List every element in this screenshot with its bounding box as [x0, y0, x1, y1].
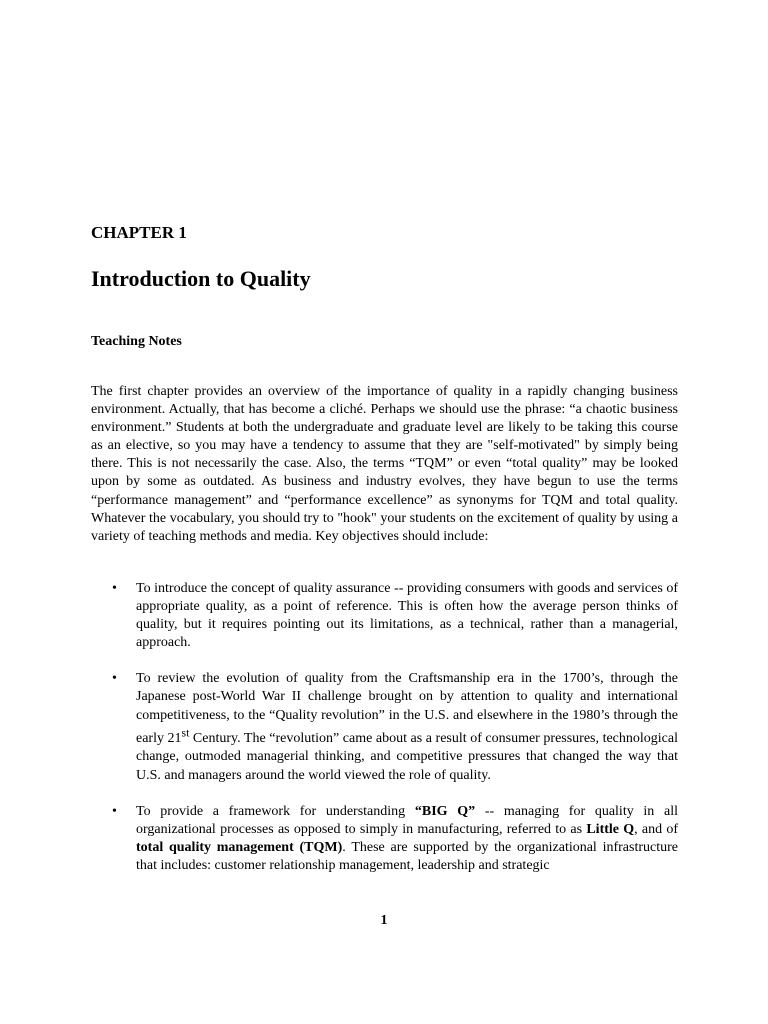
section-heading: Teaching Notes — [91, 334, 182, 349]
page-number: 1 — [380, 913, 388, 928]
objective-item-2 — [91, 670, 678, 784]
chapter-label: CHAPTER 1 — [91, 223, 187, 242]
objectives-list — [91, 580, 678, 893]
term-little-q: Little Q — [586, 821, 635, 837]
chapter-title: Introduction to Quality — [91, 266, 311, 291]
bullet-icon: • — [112, 581, 117, 596]
superscript-st: st — [181, 726, 190, 740]
term-big-q: “BIG Q” — [414, 803, 476, 819]
term-tqm: total quality management (TQM) — [136, 839, 343, 855]
bullet-icon: • — [112, 671, 117, 687]
bullet-icon: • — [112, 803, 117, 819]
objective-text-2: To review the evolution of quality from the Craftsmanship era in the 1700’s, through the Japanese post-World War II challenge brought on by attention to quality and international competitiveness, to the “Quality revolution” in the U.S. and elsewhere in the 1980’s through the early 21st Century. The “revolution” came about as a result of consumer pressures, technological change, outmoded managerial thinking, and competitive pressures that changed the way that U.S. and managers around the world viewed the role of quality. — [136, 671, 678, 783]
objective-item-3 — [91, 803, 678, 875]
objective-item-1 — [91, 580, 678, 652]
intro-paragraph: The first chapter provides an overview of the importance of quality in a rapidly changing business environment. Actually, that has become a cliché. Perhaps we should use the phrase: “a chaotic business environment.” Students at both the undergraduate and graduate level are likely to be taking this course as an elective, so you may have a tendency to assume that they are "self-motivated" by simply being there. This is not necessarily the case. Also, the terms “TQM” or even “total quality” may be looked upon by some as outdated. As business and industry evolves, they have begun to use the terms “performance management” and “performance excellence” as synonyms for TQM and total quality. Whatever the vocabulary, you should try to "hook" your students on the excitement of quality by using a variety of teaching methods and media. Key objectives should include: — [91, 384, 678, 544]
objective-text-3: To provide a framework for understanding “BIG Q” -- managing for quality in all organizational processes as opposed to simply in manufacturing, referred to as Little Q, and of total quality management (TQM). These are supported by the organizational infrastructure that includes: customer relationship management, leadership and strategic — [136, 803, 679, 873]
objective-text-1: To introduce the concept of quality assurance -- providing consumers with goods and services of appropriate quality, as a point of reference. This is often how the average person thinks of quality, but it requires pointing out its limitations, as a technical, rather than a managerial, approach. — [136, 581, 678, 651]
